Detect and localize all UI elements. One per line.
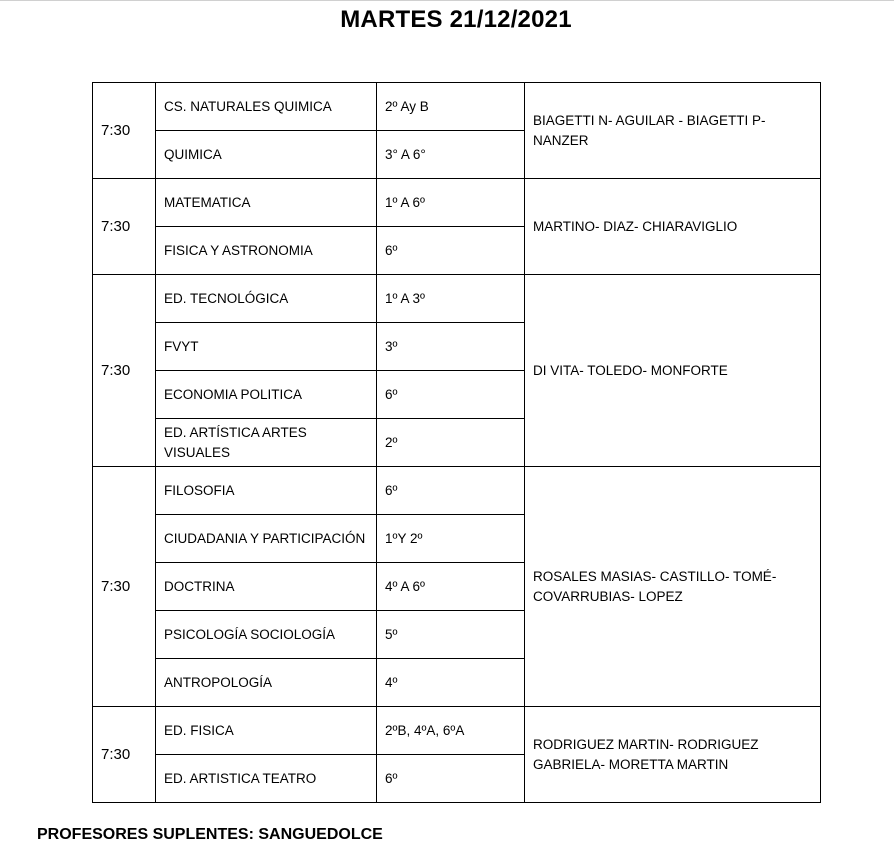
- course-cell: 6º: [377, 755, 525, 803]
- subject-cell: ED. FISICA: [156, 707, 377, 755]
- table-row: [93, 707, 821, 755]
- course-cell: 2ºB, 4ºA, 6ºA: [377, 707, 525, 755]
- subject-cell: CS. NATURALES QUIMICA: [156, 83, 377, 131]
- time-cell: 7:30: [93, 707, 156, 803]
- table-row: [93, 467, 821, 515]
- table-row: [93, 83, 821, 131]
- top-border-line: [0, 0, 894, 1]
- course-cell: 1º A 3º: [377, 275, 525, 323]
- time-cell: 7:30: [93, 275, 156, 467]
- course-cell: 1º A 6º: [377, 179, 525, 227]
- course-cell: 4º: [377, 659, 525, 707]
- subject-cell: ED. ARTÍSTICA ARTES VISUALES: [156, 419, 377, 467]
- subject-cell: PSICOLOGÍA SOCIOLOGÍA: [156, 611, 377, 659]
- course-cell: 1ºY 2º: [377, 515, 525, 563]
- subject-cell: DOCTRINA: [156, 563, 377, 611]
- time-cell: 7:30: [93, 179, 156, 275]
- substitute-teachers-note: PROFESORES SUPLENTES: SANGUEDOLCE: [37, 826, 383, 843]
- subject-cell: FISICA Y ASTRONOMIA: [156, 227, 377, 275]
- teachers-cell: BIAGETTI N- AGUILAR - BIAGETTI P- NANZER: [525, 83, 821, 179]
- subject-cell: CIUDADANIA Y PARTICIPACIÓN: [156, 515, 377, 563]
- subject-cell: FILOSOFIA: [156, 467, 377, 515]
- table-row: [93, 179, 821, 227]
- subject-cell: ECONOMIA POLITICA: [156, 371, 377, 419]
- page-title: MARTES 21/12/2021: [340, 6, 572, 33]
- teachers-cell: MARTINO- DIAZ- CHIARAVIGLIO: [525, 179, 821, 275]
- course-cell: 6º: [377, 227, 525, 275]
- course-cell: 2º Ay B: [377, 83, 525, 131]
- course-cell: 6º: [377, 371, 525, 419]
- time-cell: 7:30: [93, 83, 156, 179]
- schedule-table: [92, 82, 821, 803]
- teachers-cell: RODRIGUEZ MARTIN- RODRIGUEZ GABRIELA- MORETTA MARTIN: [525, 707, 821, 803]
- course-cell: 6º: [377, 467, 525, 515]
- course-cell: 4º A 6º: [377, 563, 525, 611]
- subject-cell: MATEMATICA: [156, 179, 377, 227]
- course-cell: 3° A 6°: [377, 131, 525, 179]
- subject-cell: FVYT: [156, 323, 377, 371]
- subject-cell: ED. ARTISTICA TEATRO: [156, 755, 377, 803]
- subject-cell: ANTROPOLOGÍA: [156, 659, 377, 707]
- teachers-cell: DI VITA- TOLEDO- MONFORTE: [525, 275, 821, 467]
- teachers-cell: ROSALES MASIAS- CASTILLO- TOMÉ- COVARRUBIAS- LOPEZ: [525, 467, 821, 707]
- subject-cell: ED. TECNOLÓGICA: [156, 275, 377, 323]
- subject-cell: QUIMICA: [156, 131, 377, 179]
- table-row: [93, 275, 821, 323]
- course-cell: 5º: [377, 611, 525, 659]
- course-cell: 3º: [377, 323, 525, 371]
- time-cell: 7:30: [93, 467, 156, 707]
- course-cell: 2º: [377, 419, 525, 467]
